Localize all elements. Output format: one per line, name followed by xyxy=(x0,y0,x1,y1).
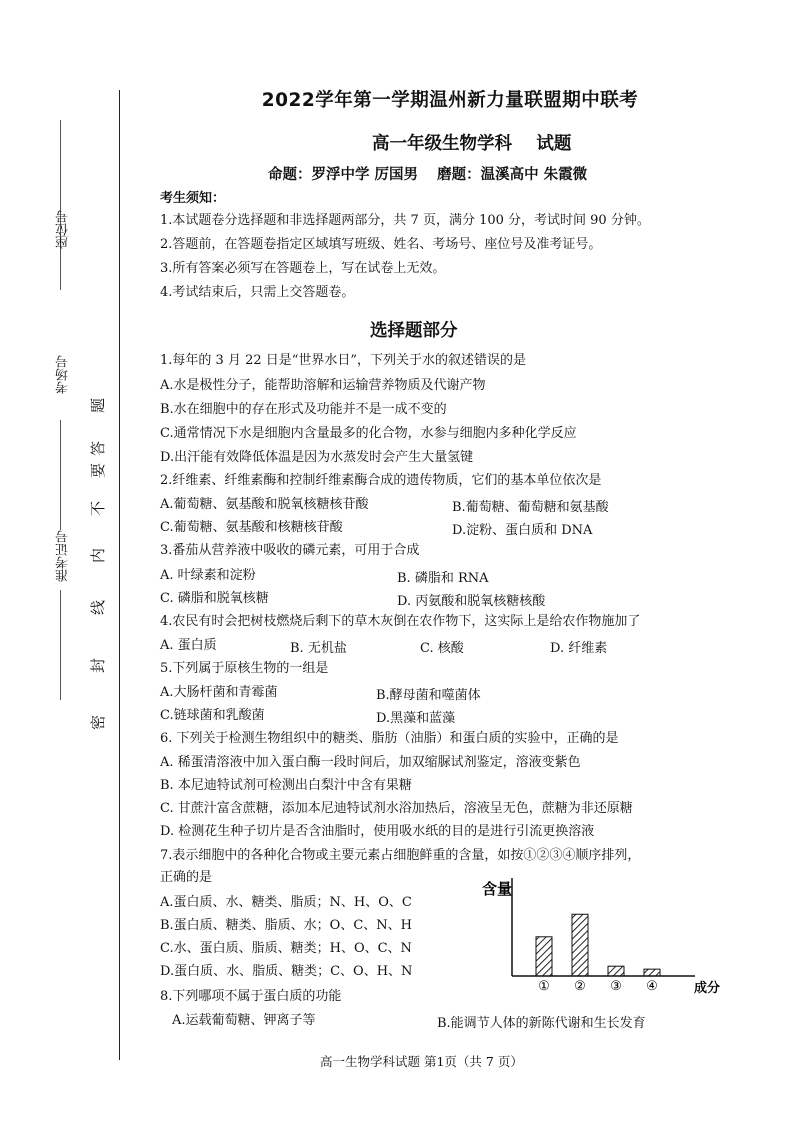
notice-item: 4.考试结束后，只需上交答题卷。 xyxy=(160,285,355,300)
option: D. 纤维素 xyxy=(550,641,608,656)
exam-subtitle: 高一年级生物学科 试题 xyxy=(372,134,572,154)
y-axis-label: 含量 xyxy=(482,880,513,898)
option: A. 稀蛋清溶液中加入蛋白酶一段时间后，加双缩脲试剂鉴定，溶液变紫色 xyxy=(160,755,581,770)
option: B.葡萄糖、葡萄糖和氨基酸 xyxy=(452,500,609,515)
option: D. 丙氨酸和脱氧核糖核酸 xyxy=(397,594,546,609)
seal-char: 要 xyxy=(89,462,108,479)
option: C.葡萄糖、氨基酸和核糖核苷酸 xyxy=(160,520,343,535)
option: B. 无机盐 xyxy=(290,641,347,656)
option: B. 磷脂和 RNA xyxy=(397,571,489,586)
section-title: 选择题部分 xyxy=(370,321,458,341)
bar-3 xyxy=(608,966,624,976)
option: A. 蛋白质 xyxy=(160,638,217,653)
question-stem: 2.纤维素、纤维素酶和控制纤维素酶合成的遗传物质，它们的基本单位依次是 xyxy=(160,473,602,488)
option: C. 磷脂和脱氧核糖 xyxy=(160,591,269,606)
bar-1 xyxy=(536,937,552,976)
option: B.能调节人体的新陈代谢和生长发育 xyxy=(437,1016,646,1031)
option: A.运载葡萄糖、钾离子等 xyxy=(172,1013,316,1028)
option: A.大肠杆菌和青霉菌 xyxy=(160,685,278,700)
option: B.水在细胞中的存在形式及功能并不是一成不变的 xyxy=(160,402,447,417)
option: C.通常情况下水是细胞内含量最多的化合物，水参与细胞内多种化学反应 xyxy=(160,426,577,441)
option: A.水是极性分子，能帮助溶解和运输营养物质及代谢产物 xyxy=(160,378,486,393)
page-footer: 高一生物学科试题 第1页（共 7 页） xyxy=(320,1054,523,1069)
option: B. 本尼迪特试剂可检测出白梨汁中含有果糖 xyxy=(160,778,412,793)
seat-underline xyxy=(60,120,61,290)
question-stem: 1.每年的 3 月 22 日是“世界水日”，下列关于水的叙述错误的是 xyxy=(160,353,527,368)
option: D.淀粉、蛋白质和 DNA xyxy=(452,523,593,538)
notice-item: 1.本试题卷分选择题和非选择题两部分，共 7 页，满分 100 分，考试时间 90 分钟。 xyxy=(160,213,650,228)
question-stem: 4.农民有时会把树枝燃烧后剩下的草木灰倒在农作物下，这实际上是给农作物施加了 xyxy=(160,614,641,629)
authors-line xyxy=(268,163,601,184)
category-label: ③ xyxy=(610,979,622,994)
notice-heading: 考生须知： xyxy=(160,191,226,206)
x-axis-label: 成分 xyxy=(694,981,721,996)
room-underline xyxy=(60,420,61,530)
option: A.葡萄糖、氨基酸和脱氧核糖核苷酸 xyxy=(160,497,369,512)
option: C.链球菌和乳酸菌 xyxy=(160,708,265,723)
author-label: 命题：罗浮中学 厉国男 xyxy=(268,167,419,183)
notice-item: 2.答题前，在答题卷指定区域填写班级、姓名、考场号、座位号及准考证号。 xyxy=(160,237,602,252)
question-stem: 8.下列哪项不属于蛋白质的功能 xyxy=(160,989,342,1004)
option: D.出汗能有效降低体温是因为水蒸发时会产生大量氢键 xyxy=(160,450,474,465)
seal-char: 不 xyxy=(89,500,108,517)
category-label: ④ xyxy=(646,979,658,994)
exam-room-label: 考场号 xyxy=(56,355,71,394)
seal-char: 答 xyxy=(89,440,108,457)
bar-4 xyxy=(644,969,660,976)
exam-title: 2022学年第一学期温州新力量联盟期中联考 xyxy=(261,90,639,111)
content-bar-chart xyxy=(480,868,740,998)
seal-char: 内 xyxy=(89,547,108,564)
question-stem: 6. 下列关于检测生物组织中的糖类、脂肪（油脂）和蛋白质的实验中，正确的是 xyxy=(160,731,619,746)
option: C.水、蛋白质、脂质、糖类；H、O、C、N xyxy=(160,941,412,956)
option: C. 甘蔗汁富含蔗糖，添加本尼迪特试剂水浴加热后，溶液呈无色，蔗糖为非还原糖 xyxy=(160,801,633,816)
seal-char: 封 xyxy=(89,657,108,674)
question-stem: 正确的是 xyxy=(160,870,213,885)
notice-item: 3.所有答案必须写在答题卷上，写在试卷上无效。 xyxy=(160,261,446,276)
option: A. 叶绿素和淀粉 xyxy=(160,568,256,583)
seal-char: 密 xyxy=(89,714,108,731)
question-stem: 3.番茄从营养液中吸收的磷元素，可用于合成 xyxy=(160,543,420,558)
option: D. 检测花生种子切片是否含油脂时，使用吸水纸的目的是进行引流更换溶液 xyxy=(160,824,595,839)
option: B.酵母菌和噬菌体 xyxy=(376,688,481,703)
question-stem: 7.表示细胞中的各种化合物或主要元素占细胞鲜重的含量，如按①②③④顺序排列， xyxy=(160,848,641,863)
binding-line xyxy=(119,90,120,1060)
bar-2 xyxy=(572,914,588,976)
ticket-underline xyxy=(60,590,61,700)
reviewer-label: 磨题：温溪高中 朱霞微 xyxy=(437,167,588,183)
seal-char: 线 xyxy=(89,599,108,616)
category-label: ② xyxy=(574,979,586,994)
ticket-number-label: 准考证号 xyxy=(56,530,71,582)
option: C. 核酸 xyxy=(420,641,464,656)
category-label: ① xyxy=(538,979,550,994)
question-stem: 5.下列属于原核生物的一组是 xyxy=(160,661,329,676)
option: D.黑藻和蓝藻 xyxy=(376,711,456,726)
seal-char: 题 xyxy=(89,397,108,414)
option: D.蛋白质、水、脂质、糖类；C、O、H、N xyxy=(160,964,413,979)
seat-number-label: 座位号 xyxy=(56,210,71,249)
option: B.蛋白质、糖类、脂质、水；O、C、N、H xyxy=(160,918,413,933)
option: A.蛋白质、水、糖类、脂质；N、H、O、C xyxy=(160,895,412,910)
